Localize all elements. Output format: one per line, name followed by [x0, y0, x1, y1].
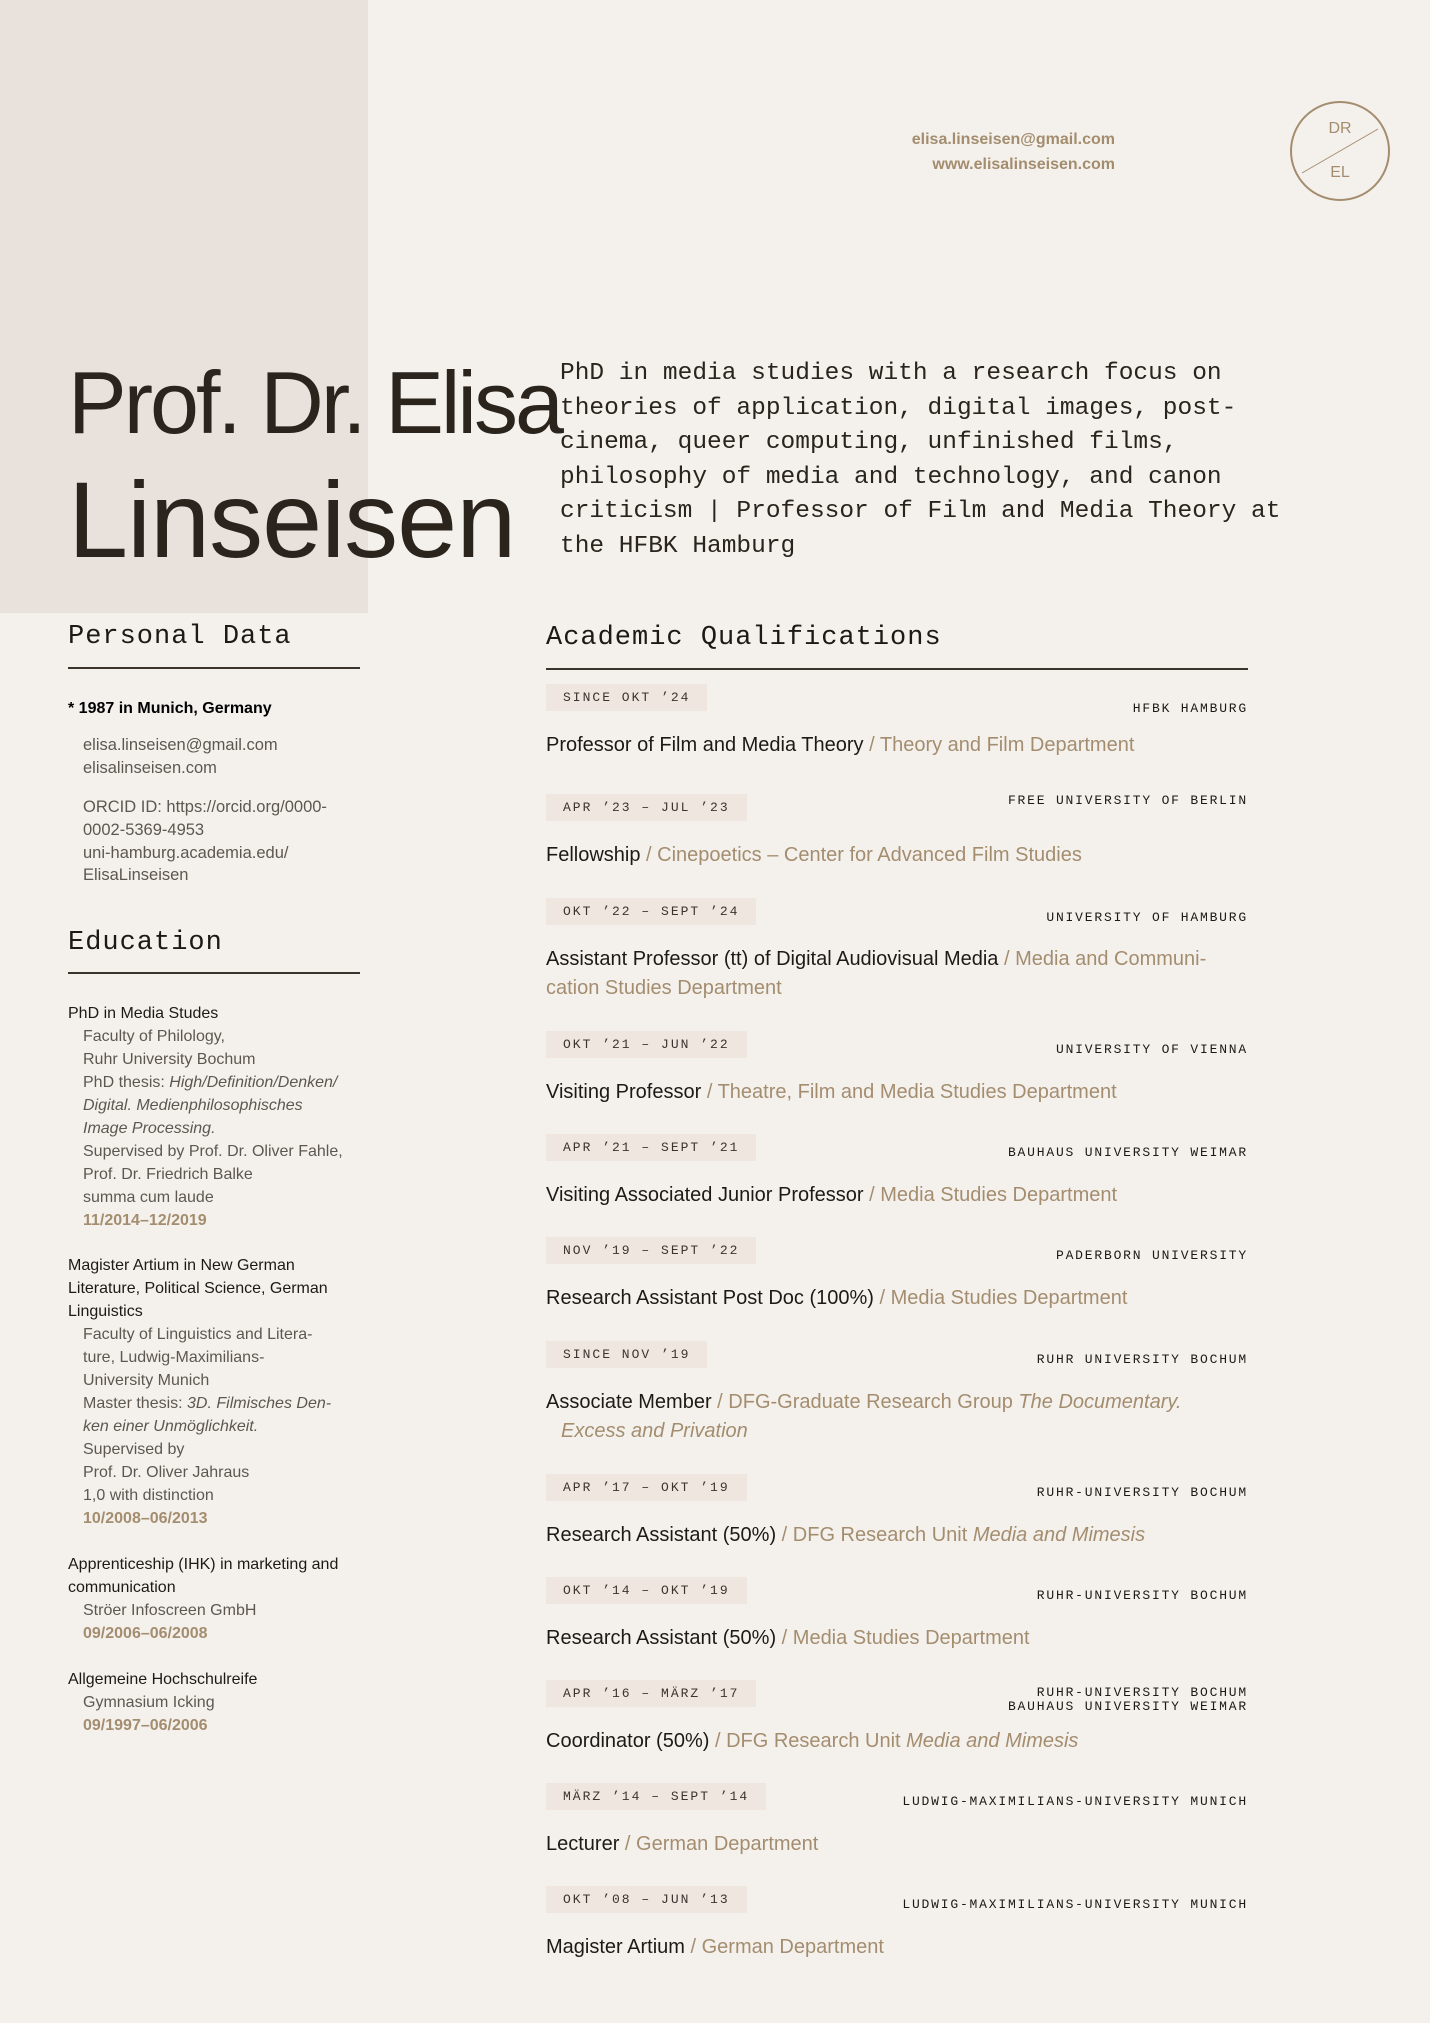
edu-line: University Munich: [83, 1372, 210, 1389]
entry-date-tag: APR ’16 – MÄRZ ’17: [546, 1680, 756, 1707]
edu-thesis-title: 3D. Filmisches Den-: [187, 1395, 332, 1412]
edu-degree: communication: [68, 1579, 176, 1596]
entry-role: Fellowship: [546, 844, 641, 866]
entry-date-tag: SINCE OKT ’24: [546, 684, 707, 711]
edu-thesis-title: Image Processing.: [83, 1120, 216, 1137]
monogram-logo: [1290, 101, 1390, 201]
entry-department-title: Excess and Privation: [561, 1420, 748, 1442]
entry-role: Research Assistant (50%): [546, 1524, 777, 1546]
edu-line: Faculty of Linguistics and Litera-: [83, 1326, 313, 1343]
entry-department: cation Studies Department: [546, 977, 782, 999]
entry-department: / Media and Communi-: [998, 948, 1207, 970]
entry-department: / Media Studies Department: [776, 1627, 1030, 1649]
header-contact: [912, 127, 1115, 177]
education-item-abitur: [68, 1668, 368, 1737]
monogram-top: DR: [1328, 120, 1352, 137]
entry-institution: HFBK HAMBURG: [1132, 701, 1248, 716]
entry-role: Professor of Film and Media Theory: [546, 734, 864, 756]
entry-department: / DFG Research Unit: [709, 1730, 907, 1752]
edu-line: ture, Ludwig-Maximilians-: [83, 1349, 265, 1366]
entry-department-title: Media and Mimesis: [906, 1730, 1079, 1752]
academic-rule: [546, 668, 1248, 670]
edu-thesis-title: Digital. Medienphilosophisches: [83, 1097, 303, 1114]
edu-dates: 11/2014–12/2019: [83, 1212, 207, 1229]
edu-org: Ströer Infoscreen GmbH: [83, 1602, 257, 1619]
entry-institution: UNIVERSITY OF HAMBURG: [1046, 910, 1248, 925]
edu-thesis-label: PhD thesis:: [83, 1074, 170, 1091]
entry-role: Magister Artium: [546, 1936, 685, 1958]
entry-date-tag: APR ’17 – OKT ’19: [546, 1474, 747, 1501]
header-email[interactable]: elisa.linseisen@gmail.com: [911, 131, 1115, 148]
edu-degree: Magister Artium in New German: [68, 1257, 295, 1274]
entry-date-tag: MÄRZ ’14 – SEPT ’14: [546, 1783, 766, 1810]
education-item-magister: [68, 1254, 368, 1530]
entry-department: / Cinepoetics – Center for Advanced Film Studies: [640, 844, 1082, 866]
entry-institution: LUDWIG-MAXIMILIANS-UNIVERSITY MUNICH: [902, 1897, 1248, 1912]
edu-supervision: Prof. Dr. Friedrich Balke: [83, 1166, 253, 1183]
header-website[interactable]: www.elisalinseisen.com: [932, 156, 1115, 173]
edu-dates: 09/2006–06/2008: [83, 1625, 208, 1642]
edu-degree: PhD in Media Studes: [68, 1005, 219, 1022]
entry-role: Research Assistant (50%): [546, 1627, 777, 1649]
education-item-apprenticeship: [68, 1553, 368, 1645]
personal-data-block: [68, 697, 368, 886]
entry-date-tag: NOV ’19 – SEPT ’22: [546, 1237, 756, 1264]
edu-degree: Linguistics: [68, 1303, 143, 1320]
education-title: Education: [68, 928, 223, 958]
entry-date-tag: APR ’23 – JUL ’23: [546, 794, 747, 821]
entry-department: / Theatre, Film and Media Studies Department: [701, 1081, 1117, 1103]
entry-institution-line: BAUHAUS UNIVERSITY WEIMAR: [1007, 1699, 1248, 1714]
entry-department-title: Media and Mimesis: [972, 1524, 1146, 1546]
entry-role: Assistant Professor (tt) of Digital Audiovisual Media: [546, 948, 999, 970]
entry-department: / Media Studies Department: [863, 1184, 1118, 1206]
entry-institution: FREE UNIVERSITY OF BERLIN: [1007, 793, 1248, 808]
personal-email[interactable]: elisa.linseisen@gmail.com: [83, 736, 278, 754]
academia-line-1[interactable]: uni-hamburg.academia.edu/: [83, 844, 289, 862]
entry-institution: RUHR UNIVERSITY BOCHUM: [1036, 1352, 1248, 1367]
edu-grade: summa cum laude: [83, 1189, 214, 1206]
edu-thesis-title: High/Definition/Denken/: [169, 1074, 338, 1091]
orcid-line-2[interactable]: 0002-5369-4953: [83, 821, 205, 839]
name-last-line: Linseisen: [68, 459, 516, 580]
entry-institution-line: RUHR-UNIVERSITY BOCHUM: [1036, 1685, 1248, 1700]
edu-supervision: Prof. Dr. Oliver Jahraus: [83, 1464, 250, 1481]
edu-supervision: Supervised by Prof. Dr. Oliver Fahle,: [83, 1143, 343, 1160]
edu-thesis-label: Master thesis:: [83, 1395, 188, 1412]
academic-title: Academic Qualifications: [546, 623, 942, 653]
entry-role: Lecturer: [546, 1833, 620, 1855]
entry-department-title: The Documentary.: [1018, 1391, 1182, 1413]
academia-line-2[interactable]: ElisaLinseisen: [83, 866, 189, 884]
edu-line: Faculty of Philology,: [83, 1028, 225, 1045]
entry-institution: LUDWIG-MAXIMILIANS-UNIVERSITY MUNICH: [902, 1794, 1248, 1809]
name-first-line: Prof. Dr. Elisa: [68, 353, 561, 452]
edu-line: Ruhr University Bochum: [83, 1051, 256, 1068]
profile-summary: PhD in media studies with a research focus on theories of application, digital images, post-cinema, queer computing, unfinished films, philosophy of media and technology, and canon criticism | Professor of Film and Media Theory at the HFBK Hamburg: [560, 360, 1281, 560]
entry-department: / German Department: [684, 1936, 884, 1958]
personal-data-rule: [68, 667, 360, 669]
edu-dates: 10/2008–06/2013: [83, 1510, 208, 1527]
entry-institution: [1008, 1686, 1248, 1714]
entry-department: / German Department: [619, 1833, 819, 1855]
birth-info: * 1987 in Munich, Germany: [68, 700, 272, 717]
entry-role: Visiting Professor: [546, 1081, 702, 1103]
edu-degree: Apprenticeship (IHK) in marketing and: [68, 1556, 339, 1573]
edu-degree: Allgemeine Hochschulreife: [68, 1671, 258, 1688]
entry-date-tag: OKT ’14 – OKT ’19: [546, 1577, 747, 1604]
personal-data-title: Personal Data: [68, 622, 292, 652]
edu-thesis-title: ken einer Unmöglichkeit.: [83, 1418, 259, 1435]
edu-org: Gymnasium Icking: [83, 1694, 215, 1711]
entry-department: / DFG-Graduate Research Group: [711, 1391, 1019, 1413]
entry-institution: RUHR-UNIVERSITY BOCHUM: [1036, 1588, 1248, 1603]
entry-department: / DFG Research Unit: [776, 1524, 973, 1546]
entry-institution: UNIVERSITY OF VIENNA: [1055, 1042, 1248, 1057]
entry-institution: RUHR-UNIVERSITY BOCHUM: [1036, 1485, 1248, 1500]
edu-dates: 09/1997–06/2006: [83, 1717, 208, 1734]
personal-website[interactable]: elisalinseisen.com: [83, 759, 217, 777]
entry-date-tag: OKT ’08 – JUN ’13: [546, 1886, 747, 1913]
edu-degree: Literature, Political Science, German: [68, 1280, 328, 1297]
edu-grade: 1,0 with distinction: [83, 1487, 214, 1504]
entry-role: Visiting Associated Junior Professor: [546, 1184, 864, 1206]
monogram-bottom: EL: [1330, 164, 1350, 181]
entry-date-tag: SINCE NOV ’19: [546, 1341, 707, 1368]
entry-date-tag: OKT ’21 – JUN ’22: [546, 1031, 747, 1058]
entry-date-tag: APR ’21 – SEPT ’21: [546, 1134, 756, 1161]
entry-role: Coordinator (50%): [546, 1730, 710, 1752]
orcid-line-1[interactable]: ORCID ID: https://orcid.org/0000-: [83, 798, 327, 816]
edu-supervision: Supervised by: [83, 1441, 185, 1458]
education-rule: [68, 972, 360, 974]
entry-institution: BAUHAUS UNIVERSITY WEIMAR: [1007, 1145, 1248, 1160]
education-item-phd: [68, 1002, 368, 1232]
entry-role: Research Assistant Post Doc (100%): [546, 1287, 874, 1309]
entry-date-tag: OKT ’22 – SEPT ’24: [546, 898, 756, 925]
entry-role: Associate Member: [546, 1391, 712, 1413]
entry-department: / Theory and Film Department: [863, 734, 1135, 756]
monogram-circle-icon: [1290, 101, 1390, 201]
entry-department: / Media Studies Department: [873, 1287, 1128, 1309]
entry-institution: PADERBORN UNIVERSITY: [1055, 1248, 1248, 1263]
